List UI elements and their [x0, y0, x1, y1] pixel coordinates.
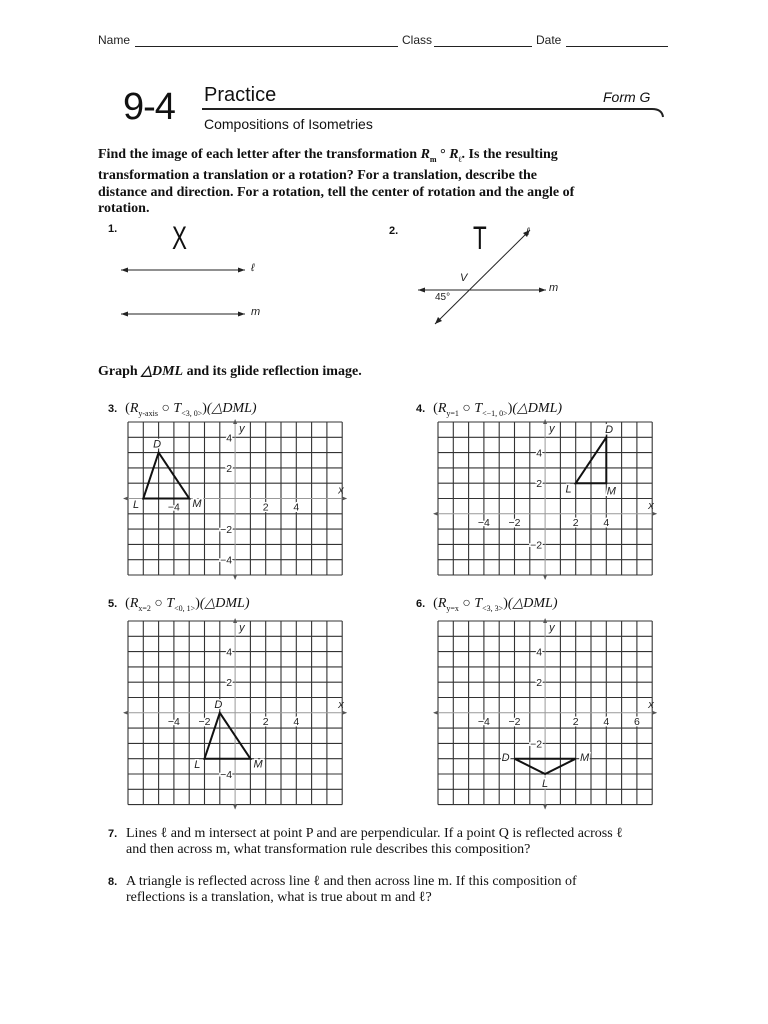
graph-problem-5[interactable]	[118, 612, 358, 818]
section1-instructions: Find the image of each letter after the transformation $R_m$ ° $R_\ell$. Is the resulting transformation a translation or a rotation? For a translation, describe the distance and direction. For a rotation, tell the center of rotation and the angle of rotation.	[98, 147, 575, 217]
svg-text:M: M	[192, 498, 202, 511]
problem-1-letter: X	[172, 220, 187, 256]
svg-text:−4: −4	[477, 715, 490, 728]
svg-text:−4: −4	[220, 554, 233, 567]
page-title: Practice	[204, 84, 277, 106]
svg-text:−2: −2	[198, 715, 211, 728]
date-field[interactable]	[566, 46, 668, 47]
svg-text:x: x	[648, 499, 654, 512]
svg-text:−2: −2	[220, 524, 233, 537]
problem-1-number: 1.	[108, 223, 118, 235]
svg-text:−2: −2	[508, 715, 521, 728]
svg-text:4: 4	[293, 715, 300, 728]
name-label: Name	[98, 33, 131, 47]
name-field[interactable]	[135, 46, 398, 47]
page-subtitle: Compositions of Isometries	[204, 116, 373, 132]
svg-text:M: M	[606, 485, 616, 498]
svg-text:L: L	[565, 483, 572, 496]
svg-text:4: 4	[536, 447, 543, 460]
svg-text:D: D	[214, 698, 223, 711]
svg-text:L: L	[542, 778, 549, 790]
svg-text:−4: −4	[167, 715, 180, 728]
svg-text:−2: −2	[530, 738, 543, 751]
svg-text:2: 2	[262, 501, 269, 514]
svg-text:x: x	[338, 484, 344, 497]
problem-8: 8. A triangle is reflected across line ℓ and then across line m. If this composition of reflections is a translation, what is true about m and ℓ?	[108, 874, 577, 905]
problem-6-label: 6. ($R_{y=x}$ ○ $T_{<3, 3>})(\triangle DML)$	[416, 596, 558, 613]
svg-text:L: L	[194, 759, 201, 772]
svg-text:D: D	[153, 438, 162, 451]
svg-text:4: 4	[603, 715, 610, 728]
problem-1-line-l-label: ℓ	[251, 262, 255, 274]
svg-text:−2: −2	[508, 516, 521, 529]
problem-2-vertex-label: V	[460, 272, 468, 284]
svg-text:2: 2	[226, 462, 233, 475]
svg-text:y: y	[239, 622, 245, 634]
graph-problem-6[interactable]	[428, 612, 668, 818]
svg-text:M: M	[579, 752, 590, 765]
section2-heading: Graph △DML and its glide reflection image.	[98, 364, 362, 379]
problem-2-number: 2.	[389, 225, 399, 237]
svg-text:−2: −2	[530, 539, 543, 552]
problem-2-line-m-label: m	[549, 282, 559, 294]
svg-text:y: y	[549, 622, 555, 634]
svg-text:−4: −4	[167, 501, 180, 514]
lesson-number: 9-4	[123, 86, 175, 128]
problem-7: 7. Lines ℓ and m intersect at point P and are perpendicular. If a point Q is reflected across ℓ and then across m, what transformation rule describes this composition?	[108, 826, 628, 858]
problem-5-label: 5. ($R_{x=2}$ ○ $T_{<0, 1>})(\triangle DML)$	[108, 596, 250, 613]
graph-problem-3[interactable]	[118, 413, 358, 585]
class-field[interactable]	[434, 46, 532, 47]
svg-text:2: 2	[572, 715, 579, 728]
svg-text:M: M	[253, 758, 263, 771]
class-label: Class	[402, 33, 433, 47]
svg-text:6: 6	[633, 715, 640, 728]
svg-text:y: y	[549, 423, 555, 435]
problem-7-text: Lines ℓ and m intersect at point P and are perpendicular. If a point Q is reflected across ℓ and then across m, what transformation rule describes this composition?	[126, 826, 623, 857]
svg-text:4: 4	[293, 501, 300, 514]
svg-text:4: 4	[536, 646, 543, 659]
svg-text:L: L	[133, 498, 140, 511]
problem-1-line-m-label: m	[251, 306, 261, 318]
svg-text:4: 4	[603, 516, 610, 529]
svg-text:2: 2	[536, 677, 543, 690]
svg-text:D: D	[501, 752, 510, 765]
svg-text:y: y	[239, 423, 245, 435]
date-label: Date	[536, 33, 562, 47]
problem-4-label: 4. ($R_{y=1}$ ○ $T_{<-1, 0>})(\triangle DML)$	[416, 401, 563, 418]
svg-text:D: D	[605, 423, 614, 436]
svg-text:−4: −4	[477, 516, 490, 529]
form-label: Form G	[603, 89, 651, 105]
svg-text:x: x	[648, 698, 654, 711]
svg-text:2: 2	[262, 715, 269, 728]
svg-text:−4: −4	[220, 769, 233, 781]
problem-2-lines	[410, 222, 560, 332]
svg-text:4: 4	[226, 646, 233, 659]
problem-3-label: 3. ($R_{y-axis}$ ○ $T_{<3, 0>})(\triangle DML)$	[108, 401, 257, 418]
problem-8-text: A triangle is reflected across line ℓ and then across line m. If this composition of reflections is a translation, what is true about m and ℓ?	[126, 874, 577, 905]
problem-2-angle-label: 45°	[435, 292, 451, 303]
svg-text:2: 2	[226, 677, 233, 690]
svg-text:2: 2	[536, 478, 543, 491]
problem-2-letter: T	[473, 220, 487, 256]
svg-text:4: 4	[226, 432, 233, 445]
svg-text:2: 2	[572, 516, 579, 529]
graph-problem-4[interactable]	[428, 413, 668, 585]
problem-2-line-l-label: ℓ	[526, 226, 530, 238]
svg-text:x: x	[338, 698, 344, 711]
